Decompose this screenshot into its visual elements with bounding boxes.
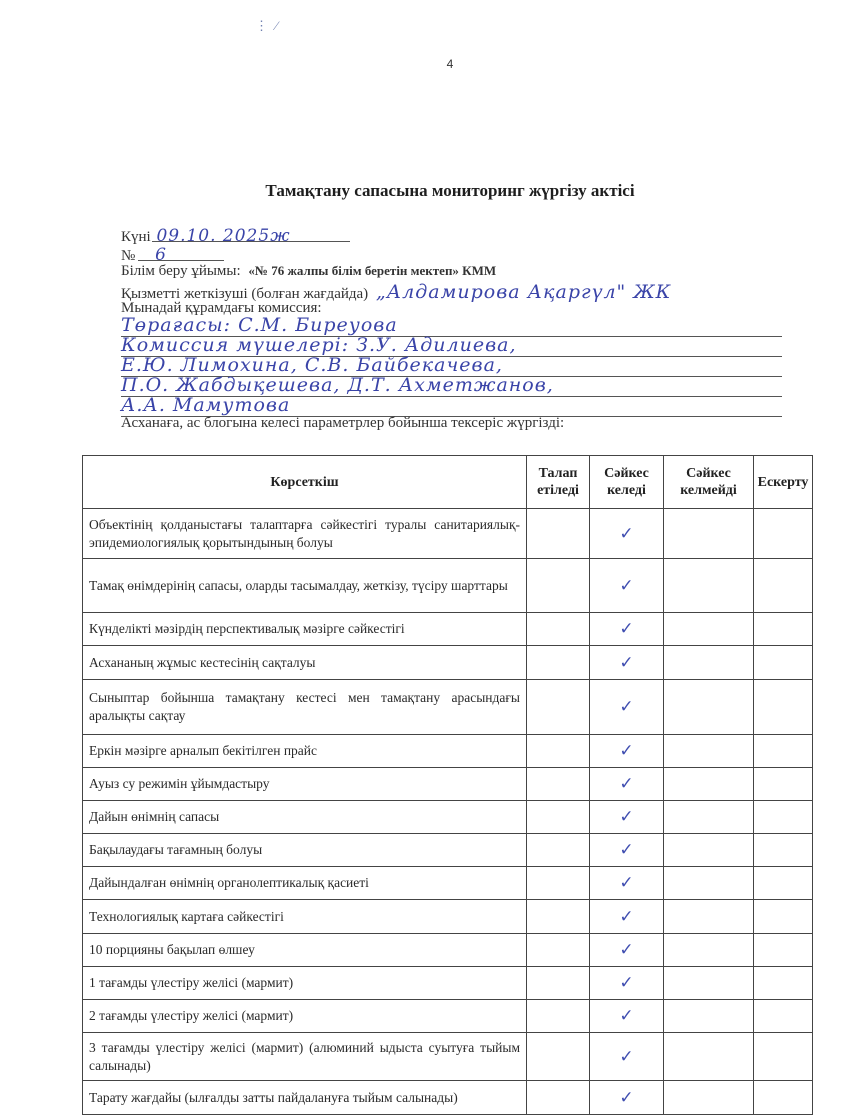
requires-cell <box>527 801 590 834</box>
not-complies-cell <box>664 1081 754 1115</box>
check-mark-icon: ✓ <box>619 523 634 544</box>
header-requires: Талап етіледі <box>527 456 590 509</box>
complies-cell <box>590 801 664 834</box>
number-value: 6 <box>155 245 167 265</box>
not-complies-cell <box>664 559 754 613</box>
requires-cell <box>527 509 590 559</box>
indicator-cell: Еркін мәзірге арналып бекітілген прайс <box>83 735 527 768</box>
note-cell <box>754 1033 813 1081</box>
header-indicator: Көрсеткіш <box>83 456 527 509</box>
indicator-cell: Күнделікті мәзірдің перспективалық мәзірге сәйкестігі <box>83 613 527 646</box>
not-complies-cell <box>664 509 754 559</box>
commission-line <box>121 396 782 417</box>
table-row <box>83 967 813 1000</box>
monitoring-table-wrap <box>82 455 813 1115</box>
note-cell <box>754 680 813 735</box>
complies-cell <box>590 735 664 768</box>
header-note: Ескерту <box>754 456 813 509</box>
indicator-cell: Тарату жағдайы (ылғалды затты пайдалануға тыйым салынады) <box>83 1081 527 1115</box>
not-complies-cell <box>664 768 754 801</box>
requires-cell <box>527 900 590 934</box>
note-cell <box>754 801 813 834</box>
requires-cell <box>527 646 590 680</box>
check-mark-icon: ✓ <box>619 1006 634 1026</box>
table-row <box>83 834 813 867</box>
note-cell <box>754 559 813 613</box>
indicator-cell: Сыныптар бойынша тамақтану кестесі мен тамақтану арасындағы аралықты сақтау <box>83 680 527 735</box>
table-row <box>83 735 813 768</box>
requires-cell <box>527 613 590 646</box>
date-field <box>121 226 291 246</box>
indicator-cell: Объектінің қолданыстағы талаптарға сәйкестігі туралы санитариялық-эпидемиологиялық қорытындының болуы <box>83 509 527 559</box>
table-row <box>83 934 813 967</box>
indicator-cell: Технологиялық картаға сәйкестігі <box>83 900 527 934</box>
not-complies-cell <box>664 934 754 967</box>
header-complies: Сәйкес келеді <box>590 456 664 509</box>
note-cell <box>754 867 813 900</box>
header-not-complies: Сәйкес келмейді <box>664 456 754 509</box>
check-mark-icon: ✓ <box>619 1046 634 1067</box>
not-complies-cell <box>664 1000 754 1033</box>
requires-cell <box>527 867 590 900</box>
not-complies-cell <box>664 834 754 867</box>
note-cell <box>754 900 813 934</box>
indicator-cell: Тамақ өнімдерінің сапасы, оларды тасымалдау, жеткізу, түсіру шарттары <box>83 559 527 613</box>
indicator-cell: Бақылаудағы тағамның болуы <box>83 834 527 867</box>
note-cell <box>754 613 813 646</box>
complies-cell <box>590 1081 664 1115</box>
complies-cell <box>590 834 664 867</box>
number-underline <box>138 260 224 261</box>
complies-cell <box>590 768 664 801</box>
check-mark-icon: ✓ <box>619 1087 634 1108</box>
commission-line-text: А.А. Мамутова <box>121 394 291 416</box>
date-underline <box>152 241 350 242</box>
not-complies-cell <box>664 613 754 646</box>
complies-cell <box>590 934 664 967</box>
commission-line-text: П.О. Жабдықешева, Д.Т. Ахметжанов, <box>121 374 554 396</box>
commission-line-text: Төрағасы: С.М. Биреуова <box>121 314 398 336</box>
supplier-label: Қызметті жеткізуші (болған жағдайда) <box>121 286 369 302</box>
complies-cell <box>590 680 664 735</box>
check-mark-icon: ✓ <box>619 774 634 794</box>
note-cell <box>754 646 813 680</box>
not-complies-cell <box>664 801 754 834</box>
indicator-cell: 3 тағамды үлестіру желісі (мармит) (алюминий ыдыста суытуға тыйым салынады) <box>83 1033 527 1081</box>
requires-cell <box>527 1081 590 1115</box>
school-field <box>121 263 496 280</box>
complies-cell <box>590 646 664 680</box>
school-label: Білім беру ұйымы: <box>121 263 241 279</box>
check-mark-icon: ✓ <box>619 873 634 893</box>
check-mark-icon: ✓ <box>619 697 634 717</box>
indicator-cell: 10 порцияны бақылап өлшеу <box>83 934 527 967</box>
check-mark-icon: ✓ <box>619 973 634 993</box>
table-row <box>83 646 813 680</box>
table-row <box>83 680 813 735</box>
indicator-cell: Ауыз су режимін ұйымдастыру <box>83 768 527 801</box>
note-cell <box>754 735 813 768</box>
note-cell <box>754 834 813 867</box>
table-row <box>83 768 813 801</box>
commission-label: Мынадай құрамдағы комиссия: <box>121 300 322 316</box>
note-cell <box>754 967 813 1000</box>
page-number: 4 <box>446 57 454 71</box>
complies-cell <box>590 967 664 1000</box>
supplier-value: „Алдамирова Ақаргүл" ЖК <box>375 281 672 303</box>
scan-speck: ⋮ ⁄ <box>255 18 280 33</box>
date-label: Күні <box>121 229 151 245</box>
complies-cell <box>590 1033 664 1081</box>
check-mark-icon: ✓ <box>619 619 634 639</box>
indicator-cell: 2 тағамды үлестіру желісі (мармит) <box>83 1000 527 1033</box>
table-row <box>83 900 813 934</box>
commission-line-text: Е.Ю. Лимохина, С.В. Байбекачева, <box>121 354 503 376</box>
requires-cell <box>527 1000 590 1033</box>
table-header-row <box>83 456 813 509</box>
table-row <box>83 1081 813 1115</box>
check-mark-icon: ✓ <box>619 652 634 673</box>
note-cell <box>754 934 813 967</box>
requires-cell <box>527 834 590 867</box>
not-complies-cell <box>664 967 754 1000</box>
complies-cell <box>590 867 664 900</box>
complies-cell <box>590 559 664 613</box>
not-complies-cell <box>664 646 754 680</box>
not-complies-cell <box>664 680 754 735</box>
table-row <box>83 1000 813 1033</box>
indicator-cell: Дайын өнімнің сапасы <box>83 801 527 834</box>
complies-cell <box>590 509 664 559</box>
not-complies-cell <box>664 900 754 934</box>
check-mark-icon: ✓ <box>619 906 634 927</box>
table-row <box>83 559 813 613</box>
indicator-cell: 1 тағамды үлестіру желісі (мармит) <box>83 967 527 1000</box>
commission-line-text: Комиссия мүшелері: З.У. Адилиева, <box>121 334 517 356</box>
requires-cell <box>527 680 590 735</box>
check-mark-icon: ✓ <box>619 807 634 827</box>
table-row <box>83 1033 813 1081</box>
indicator-cell: Дайындалған өнімнің органолептикалық қасиеті <box>83 867 527 900</box>
check-mark-icon: ✓ <box>619 940 634 960</box>
school-value: «№ 76 жалпы білім беретін мектеп» КММ <box>248 263 497 278</box>
intro-text: Асханаға, ас блогына келесі параметрлер бойынша тексеріс жүргізді: <box>121 415 565 431</box>
note-cell <box>754 509 813 559</box>
note-cell <box>754 1000 813 1033</box>
requires-cell <box>527 559 590 613</box>
indicator-cell: Асхананың жұмыс кестесінің сақталуы <box>83 646 527 680</box>
requires-cell <box>527 1033 590 1081</box>
note-cell <box>754 768 813 801</box>
not-complies-cell <box>664 1033 754 1081</box>
table-row <box>83 613 813 646</box>
date-value: 09.10. 2025ж <box>156 226 291 246</box>
number-label: № <box>121 248 136 264</box>
not-complies-cell <box>664 735 754 768</box>
requires-cell <box>527 735 590 768</box>
not-complies-cell <box>664 867 754 900</box>
complies-cell <box>590 613 664 646</box>
table-row <box>83 801 813 834</box>
table-row <box>83 867 813 900</box>
note-cell <box>754 1081 813 1115</box>
check-mark-icon: ✓ <box>619 741 634 761</box>
number-field <box>121 245 167 265</box>
requires-cell <box>527 768 590 801</box>
complies-cell <box>590 900 664 934</box>
check-mark-icon: ✓ <box>619 575 634 596</box>
monitoring-table <box>82 455 813 1115</box>
complies-cell <box>590 1000 664 1033</box>
document-title: Тамақтану сапасына мониторинг жүргізу актісі <box>265 181 635 200</box>
requires-cell <box>527 934 590 967</box>
requires-cell <box>527 967 590 1000</box>
table-row <box>83 509 813 559</box>
check-mark-icon: ✓ <box>619 840 634 860</box>
